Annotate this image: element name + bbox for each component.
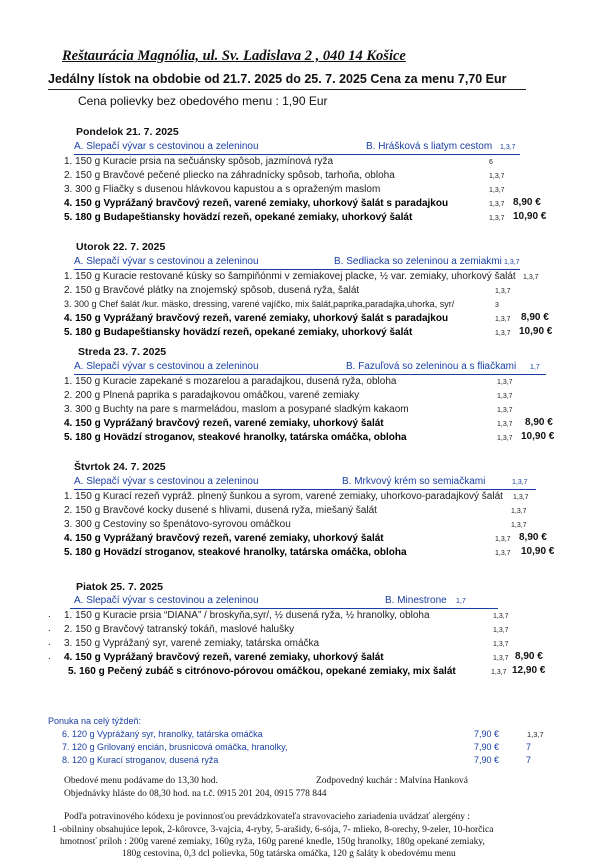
menu-item: 3. 300 g Fliačky s dusenou hlávkovou kapustou a s opraženým maslom [64, 184, 381, 195]
item-allergens: 1,3,7 [493, 613, 509, 620]
row-marker: . [48, 623, 51, 634]
restaurant-title: Reštaurácia Magnólia, ul. Sv. Ladislava 2 , 040 14 Košice [62, 48, 406, 64]
weekly-item-allergens: 1,3,7 [527, 730, 544, 739]
soup-b-allergens: 1,7 [456, 598, 466, 605]
menu-item: 3. 300 g Cestoviny so špenátovo-syrovou omáčkou [64, 519, 291, 530]
item-allergens: 1,3,7 [523, 274, 539, 281]
item-allergens: 1,3,7 [489, 201, 505, 208]
item-price: 10,90 € [521, 546, 555, 557]
header-divider [48, 89, 526, 90]
responsible-chef: Zodpovedný kuchár : Malvína Hanková [316, 776, 468, 786]
soup-b: B. Minestrone [385, 595, 447, 606]
item-price: 8,90 € [513, 197, 541, 208]
item-allergens: 1,3,7 [489, 187, 505, 194]
soup-a: A. Slepačí vývar s cestovinou a zeleninou [74, 141, 259, 152]
item-allergens: 1,3,7 [497, 421, 513, 428]
menu-item: 1. 150 g Kuracie prsia na sečuánsky spôsob, jazmínová ryža [64, 156, 334, 167]
item-allergens: 3 [495, 302, 499, 309]
menu-item: 2. 150 g Bravčové plátky na znojemský spôsob, dusená ryža, šalát [64, 285, 360, 296]
item-allergens: 1,3,7 [495, 550, 511, 557]
weekly-item: 8. 120 g Kurací stroganov, dusená ryža [62, 755, 219, 765]
soup-b: B. Fazuľová so zeleninou a s fliačkami [346, 361, 517, 372]
menu-item: 5. 180 g Budapeštiansky hovädzí rezeň, opekané zemiaky, uhorkový šalát [64, 327, 413, 338]
allergen-list: 1 -obilniny obsahujúce lepok, 2-kôrovce, 3-vajcia, 4-ryby, 5-arašidy, 6-sója, 7- mlieko, 8-orechy, 9-zeler, 10-horčica [52, 825, 494, 835]
menu-item: 1. 150 g Kuracie prsia “DIANA” / broskyňa,syr/, ½ dusená ryža, ½ hranolky, obloha [64, 610, 430, 621]
item-allergens: 1,3,7 [495, 288, 511, 295]
soup-a: A. Slepačí vývar s cestovinou a zeleninou [74, 595, 259, 606]
soup-b: B. Mrkvový krém so semiačkami [342, 476, 486, 487]
portion-weights: hmotnosť príloh : 200g varené zemiaky, 160g ryža, 160g parené knedle, 150g hranolky, 180g opekané zemiaky, [60, 837, 485, 847]
item-allergens: 1,3,7 [511, 508, 527, 515]
day-heading: Utorok 22. 7. 2025 [76, 241, 166, 253]
soup-underline [70, 608, 498, 609]
item-price: 10,90 € [513, 211, 547, 222]
portion-weights-continued: 180g cestovina, 0,3 dcl polievka, 50g tatárska omáčka, 120 g šaláty k obedovému menu [122, 849, 456, 859]
soup-a: A. Slepačí vývar s cestovinou a zeleninou [74, 361, 259, 372]
menu-item: 4. 150 g Vyprážaný bravčový rezeň, varené zemiaky, uhorkový šalát s paradajkou [64, 313, 449, 324]
weekly-item-price: 7,90 € [474, 742, 500, 752]
menu-item: 5. 180 g Budapeštiansky hovädzí rezeň, opekané zemiaky, uhorkový šalát [64, 212, 413, 223]
item-allergens: 1,3,7 [497, 393, 513, 400]
menu-item: 3. 150 g Vyprážaný syr, varené zemiaky, tatárska omáčka [64, 638, 320, 649]
menu-period-and-price: Jedálny lístok na obdobie od 21.7. 2025 do 25. 7. 2025 Cena za menu 7,70 Eur [48, 72, 507, 86]
day-heading: Streda 23. 7. 2025 [78, 346, 167, 358]
menu-item: 4. 150 g Vyprážaný bravčový rezeň, varené zemiaky, uhorkový šalát [64, 418, 384, 429]
menu-item: 2. 200 g Plnená paprika s paradajkovou omáčkou, varené zemiaky [64, 390, 360, 401]
soup-a: A. Slepačí vývar s cestovinou a zeleninou [74, 256, 259, 267]
weekly-item-price: 7,90 € [474, 755, 500, 765]
order-info: Objednávky hláste do 08,30 hod. na t.č. 0915 201 204, 0915 778 844 [64, 789, 327, 799]
item-allergens: 1,3,7 [489, 215, 505, 222]
menu-item: 4. 150 g Vyprážaný bravčový rezeň, varené zemiaky, uhorkový šalát s paradajkou [64, 198, 449, 209]
menu-item: 2. 150 g Bravčové pečené pliecko na záhradnícky spôsob, tarhoňa, obloha [64, 170, 395, 181]
item-allergens: 1,3,7 [497, 379, 513, 386]
weekly-item-allergens: 7 [526, 742, 532, 752]
menu-item: 1. 150 g Kurací rezeň vypráž. plnený šunkou a syrom, varené zemiaky, uhorkovo-paradajkový šalát [64, 491, 503, 502]
menu-item: 3. 300 g Buchty na pare s marmeládou, maslom a posypané sladkým kakaom [64, 404, 409, 415]
weekly-item: 6. 120 g Vyprážaný syr, hranolky, tatárska omáčka [62, 729, 263, 739]
item-price: 8,90 € [525, 417, 553, 428]
menu-item: 2. 150 g Bravčové kocky dusené s hlivami, dusená ryža, miešaný šalát [64, 505, 377, 516]
menu-item: 5. 180 g Hovädzí stroganov, steakové hranolky, tatárska omáčka, obloha [64, 547, 407, 558]
menu-item: 1. 150 g Kuracie zapekané s mozarelou a paradajkou, dusená ryža, obloha [64, 376, 397, 387]
menu-item: 1. 150 g Kuracie restované kúsky so šampiňónmi v zemiakovej placke, ½ var. zemiaky, uhorkový šalát [64, 271, 516, 282]
menu-item: 4. 150 g Vyprážaný bravčový rezeň, varené zemiaky, uhorkový šalát [64, 533, 384, 544]
soup-b-allergens: 1,7 [530, 364, 540, 371]
soup-a: A. Slepačí vývar s cestovinou a zeleninou [74, 476, 259, 487]
soup-b-allergens: 1,3,7 [504, 259, 520, 266]
soup-underline [74, 269, 520, 270]
menu-item: 3. 300 g Chef šalát /kur. mäsko, dressing, varené vajíčko, mix šalát,paprika,paradajka,uhorka, syr/ [64, 299, 455, 309]
serving-hours: Obedové menu podávame do 13,30 hod. [64, 776, 218, 786]
soup-underline [74, 374, 546, 375]
item-allergens: 1,3,7 [511, 522, 527, 529]
item-allergens: 1,3,7 [513, 494, 529, 501]
soup-underline [74, 154, 520, 155]
weekly-offer-title: Ponuka na celý týždeň: [48, 716, 142, 726]
allergen-intro: Podľa potravinového kódexu je povinnosťou prevádzkovateľa stravovacieho zariadenia uvádzať alergény : [64, 812, 471, 822]
row-marker: . [48, 637, 51, 648]
soup-underline [74, 489, 536, 490]
soup-b-allergens: 1,3,7 [500, 144, 516, 151]
item-allergens: 1,3,7 [495, 330, 511, 337]
item-allergens: 1,3,7 [493, 655, 509, 662]
item-price: 12,90 € [512, 665, 546, 676]
item-allergens: 1,3,7 [491, 669, 507, 676]
soup-b-allergens: 1,3,7 [512, 479, 528, 486]
item-price: 10,90 € [519, 326, 553, 337]
weekly-item: 7. 120 g Grilovaný encián, brusnicová omáčka, hranolky, [62, 742, 288, 752]
item-allergens: 1,3,7 [497, 407, 513, 414]
item-allergens: 1,3,7 [493, 627, 509, 634]
item-allergens: 1,3,7 [495, 316, 511, 323]
item-price: 8,90 € [515, 651, 543, 662]
menu-item: 5. 180 g Hovädzí stroganov, steakové hranolky, tatárska omáčka, obloha [64, 432, 407, 443]
weekly-item-price: 7,90 € [474, 729, 500, 739]
day-heading: Štvrtok 24. 7. 2025 [74, 461, 166, 473]
menu-item: 2. 150 g Bravčový tatranský tokáň, maslové halušky [64, 624, 295, 635]
item-price: 8,90 € [521, 312, 549, 323]
row-marker: . [48, 651, 51, 662]
day-heading: Piatok 25. 7. 2025 [76, 581, 163, 593]
row-marker: . [48, 609, 51, 620]
menu-item: 5. 160 g Pečený zubáč s citrónovo-pórovou omáčkou, opekané zemiaky, mix šalát [68, 666, 456, 677]
item-allergens: 1,3,7 [489, 173, 505, 180]
soup-b: B. Hrášková s liatym cestom [366, 141, 493, 152]
item-allergens: 1,3,7 [497, 435, 513, 442]
soup-b: B. Sedliacka so zeleninou a zemiakmi [334, 256, 502, 267]
day-heading: Pondelok 21. 7. 2025 [76, 126, 179, 138]
item-price: 10,90 € [521, 431, 555, 442]
item-allergens: 6 [489, 159, 493, 166]
weekly-item-allergens: 7 [526, 755, 532, 765]
menu-item: 4. 150 g Vyprážaný bravčový rezeň, varené zemiaky, uhorkový šalát [64, 652, 384, 663]
item-allergens: 1,3,7 [493, 641, 509, 648]
soup-price-note: Cena polievky bez obedového menu : 1,90 Eur [78, 94, 328, 108]
item-price: 8,90 € [519, 532, 547, 543]
item-allergens: 1,3,7 [495, 536, 511, 543]
